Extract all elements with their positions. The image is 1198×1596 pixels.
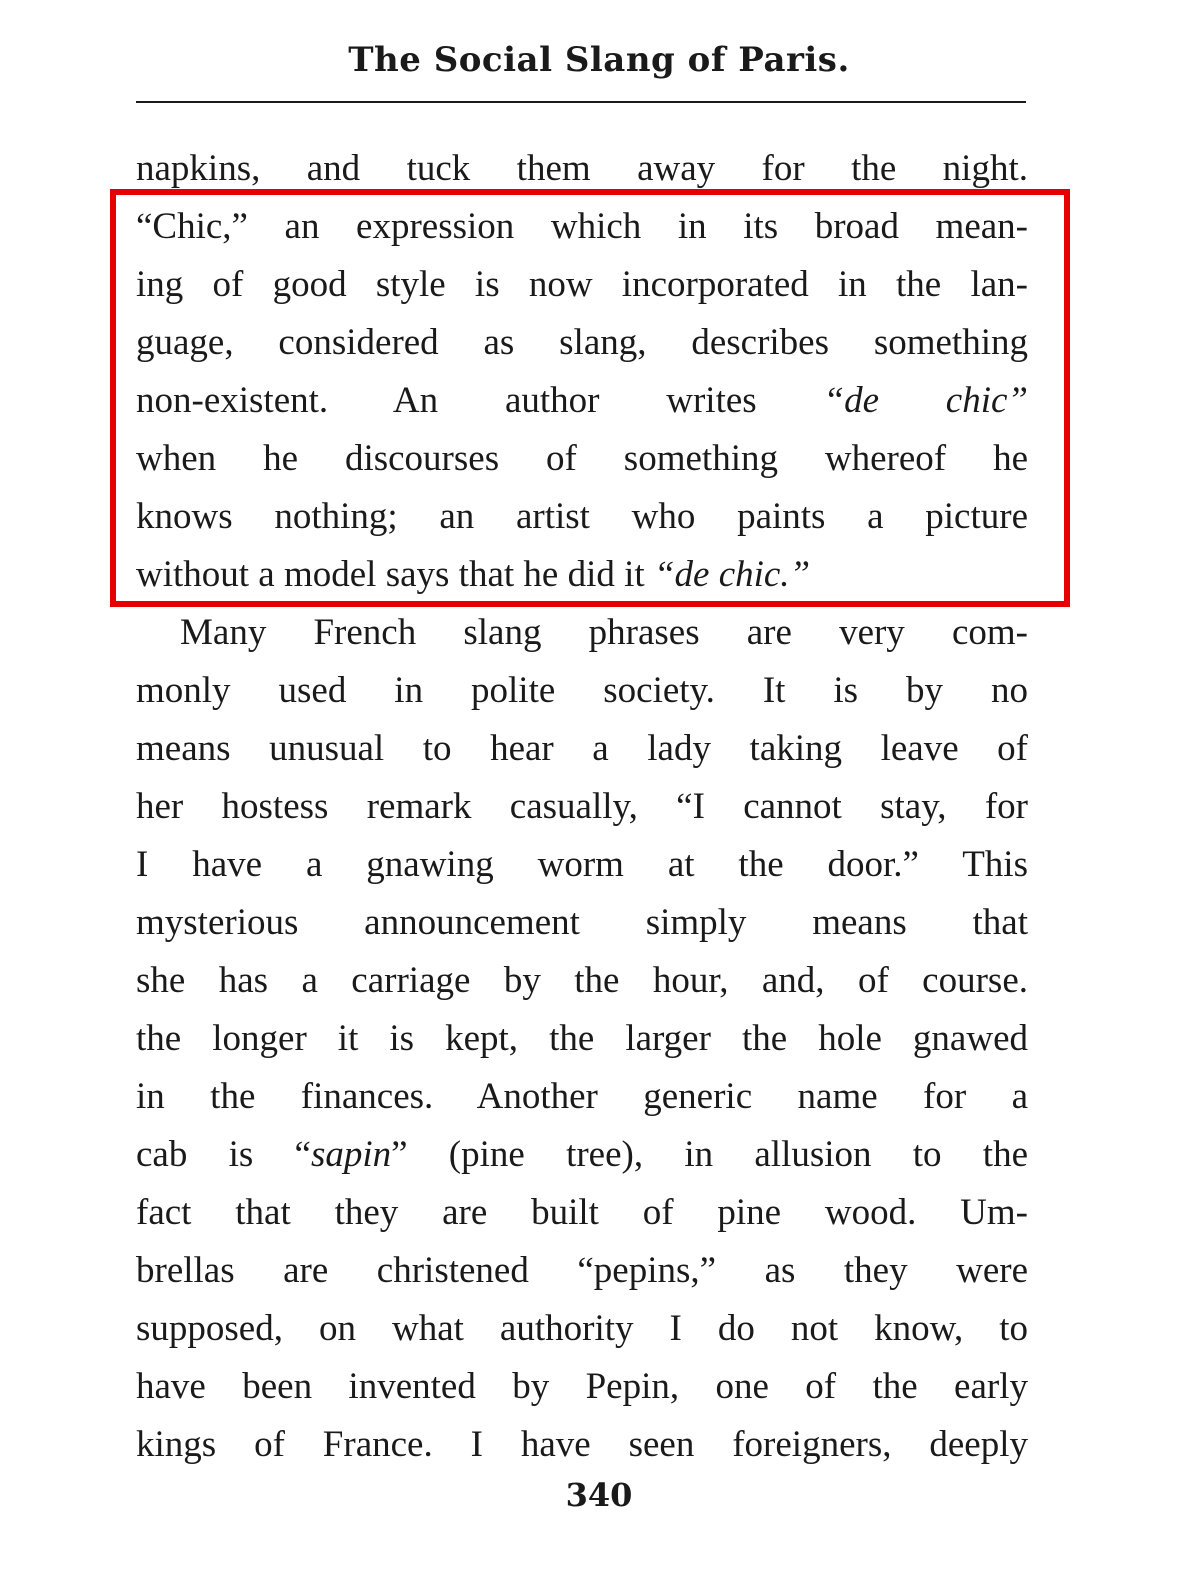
italic-phrase: “de chic” — [823, 380, 1029, 421]
text-span: non-existent. An author writes — [136, 380, 824, 421]
text-line: ing of good style is now incorporated in the lan- — [136, 264, 1028, 305]
text-span: cab is “ — [136, 1134, 311, 1175]
text-line: Many French slang phrases are very com- — [180, 612, 1028, 653]
text-line: means unusual to hear a lady taking leave of — [136, 728, 1028, 769]
text-line: “Chic,” an expression which in its broad mean- — [136, 206, 1028, 247]
text-line: when he discourses of something whereof he — [136, 438, 1028, 479]
text-line: napkins, and tuck them away for the night. — [136, 148, 1028, 189]
text-line: knows nothing; an artist who paints a picture — [136, 496, 1028, 537]
italic-phrase: sapin — [310, 1134, 392, 1175]
italic-phrase: “de chic.” — [653, 554, 811, 595]
text-line: supposed, on what authority I do not know, to — [136, 1308, 1028, 1349]
text-line: guage, considered as slang, describes something — [136, 322, 1028, 363]
text-span: ” (pine tree), in allusion to the — [391, 1134, 1029, 1175]
running-header: The Social Slang of Paris. — [348, 40, 850, 80]
highlight-box — [110, 189, 1070, 607]
text-line: her hostess remark casually, “I cannot stay, for — [136, 786, 1028, 827]
text-line — [136, 1126, 1028, 1184]
text-line: kings of France. I have seen foreigners, deeply — [136, 1424, 1028, 1465]
header-rule — [136, 101, 1026, 103]
text-line: have been invented by Pepin, one of the early — [136, 1366, 1028, 1407]
text-line: monly used in polite society. It is by no — [136, 670, 1028, 711]
text-span: without a model says that he did it — [136, 554, 654, 595]
text-line: brellas are christened “pepins,” as they were — [136, 1250, 1028, 1291]
text-line: in the finances. Another generic name for a — [136, 1076, 1028, 1117]
text-line: I have a gnawing worm at the door.” This — [136, 844, 1028, 885]
text-line: mysterious announcement simply means that — [136, 902, 1028, 943]
page-number: 340 — [565, 1476, 633, 1514]
text-line: the longer it is kept, the larger the hole gnawed — [136, 1018, 1028, 1059]
text-line: she has a carriage by the hour, and, of course. — [136, 960, 1028, 1001]
text-line: fact that they are built of pine wood. Um- — [136, 1192, 1028, 1233]
